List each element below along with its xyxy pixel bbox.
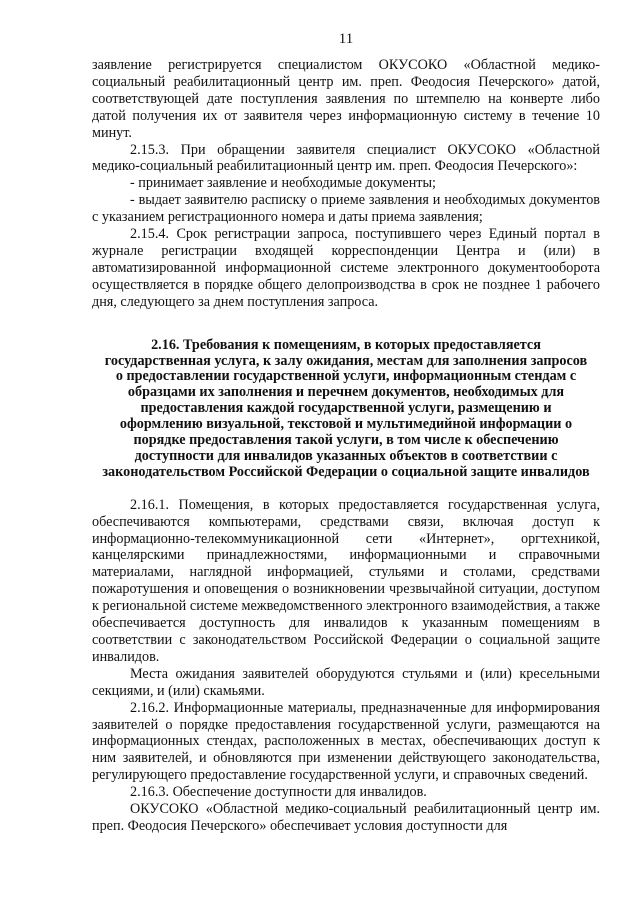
paragraph-2-16-3: 2.16.3. Обеспечение доступности для инвалидов. — [130, 784, 427, 801]
paragraph-2-16-1: 2.16.1. Помещения, в которых предоставляется государственная услуга, обеспечиваются компьютерами, средствами связи, включая доступ к информационно-телекоммуникационной сети «Интернет», оргтехникой, канцелярскими принадлежностями, информационными и справочными материалами, наглядной информацией, стульями и столами, средствами пожаротушения и оповещения о возникновении чрезвычайной ситуации, доступом к региональной системе межведомственного электронного взаимодействия, а также обеспечивается доступность для инвалидов к указанным помещениям в соответствии с законодательством Российской Федерации о социальной защите инвалидов. — [92, 496, 600, 665]
paragraph-waiting-places: Места ожидания заявителей оборудуются стульями и (или) кресельными секциями, и (или) скамьями. — [92, 665, 600, 699]
paragraph-registration-continuation: заявление регистрируется специалистом ОКУСОКО «Областной медико-социальный реабилитационный центр им. преп. Феодосия Печерского» датой, соответствующей дате поступления заявления по штемпелю на конверте либо датой получения их от заявителя через информационную систему в течение 10 минут. — [92, 57, 600, 141]
paragraph-2-16-2: 2.16.2. Информационные материалы, предназначенные для информирования заявителей о порядке предоставления государственной услуги, размещаются на информационных стендах, расположенных в местах, обеспечивающих доступ к ним заявителей, и обновляются при изменении действующего законодательства, регулирующего предоставление государственной услуги, и справочных сведений. — [92, 699, 600, 784]
document-page — [92, 30, 600, 835]
paragraph-2-15-4: 2.15.4. Срок регистрации запроса, поступившего через Единый портал в журнале регистрации входящей корреспонденции Центра и (или) в автоматизированной информационной системе электронного документооборота осуществляется в порядке общего делопроизводства в срок не позднее 1 рабочего дня, следующего за днем поступления запроса. — [92, 226, 600, 310]
paragraph-2-15-3: 2.15.3. При обращении заявителя специалист ОКУСОКО «Областной медико-социальный реабилитационный центр им. преп. Феодосия Печерского»: — [92, 141, 600, 175]
list-item-accept: - принимает заявление и необходимые документы; — [130, 175, 436, 192]
page-number: 11 — [338, 31, 354, 47]
paragraph-center-accessibility: ОКУСОКО «Областной медико-социальный реабилитационный центр им. преп. Феодосия Печерского» обеспечивает условия доступности для — [92, 801, 600, 834]
list-item-issue-receipt: - выдает заявителю расписку о приеме заявления и необходимых документов с указанием регистрационного номера и даты приема заявления; — [92, 192, 600, 226]
section-heading-2-16: 2.16. Требования к помещениям, в которых предоставляется государственная услуга, к залу ожидания, местам для заполнения запросов о предоставлении государственной услуги, информационным стендам с образцами их заполнения и перечнем документов, необходимых для предоставления каждой государственной услуги, размещению и оформлению визуальной, текстовой и мультимедийной информации о порядке предоставления такой услуги, в том числе к обеспечению доступности для инвалидов указанных объектов в соответствии с законодательством Российской Федерации о социальной защите инвалидов — [102, 336, 590, 480]
